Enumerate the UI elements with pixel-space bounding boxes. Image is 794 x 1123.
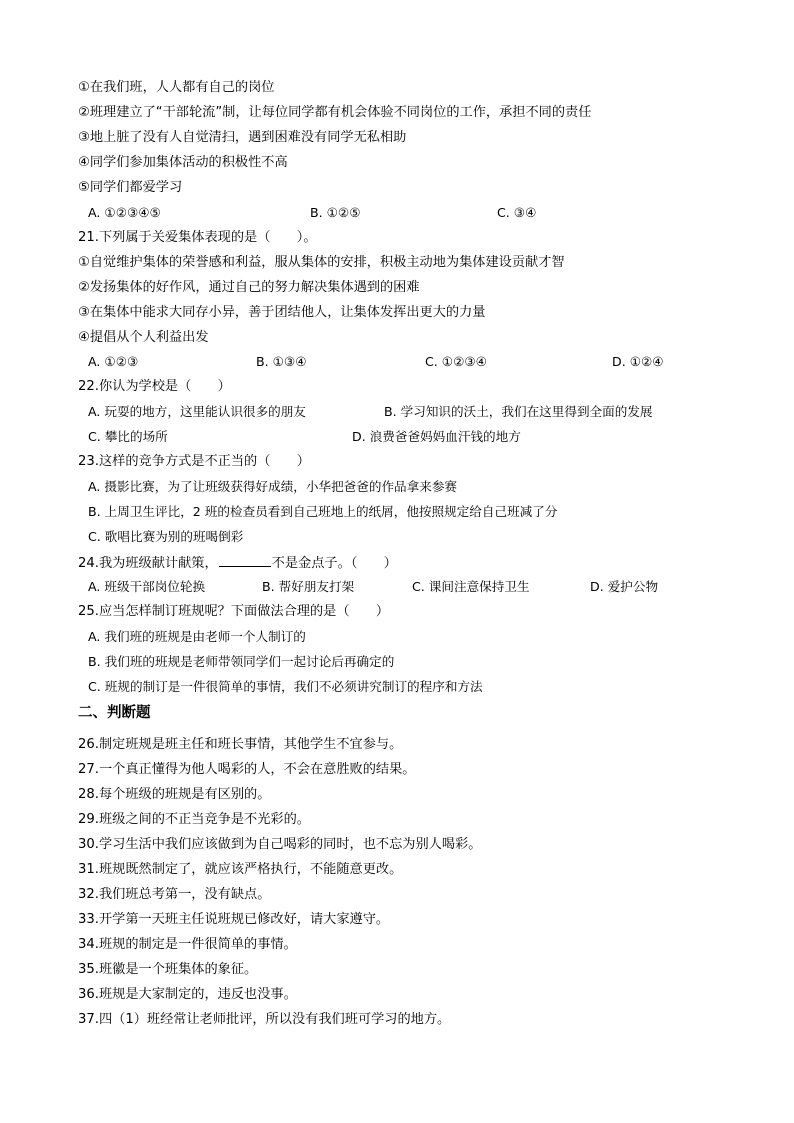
judgment-item-27: 27.一个真正懂得为他人喝彩的人，不会在意胜败的结果。: [78, 762, 416, 777]
q20-statement-5: ⑤同学们都爱学习: [78, 180, 183, 195]
q22-option-d[interactable]: D. 浪费爸爸妈妈血汗钱的地方: [352, 429, 521, 444]
q22-option-a[interactable]: A. 玩耍的地方，这里能认识很多的朋友: [88, 404, 306, 419]
q21-option-a[interactable]: A. ①②③: [88, 354, 139, 369]
q22-option-b[interactable]: B. 学习知识的沃土，我们在这里得到全面的发展: [384, 404, 653, 419]
q20-statement-3: ③地上脏了没有人自觉清扫，遇到困难没有同学无私相助: [78, 130, 407, 145]
q20-statement-2: ②班理建立了“干部轮流”制，让每位同学都有机会体验不同岗位的工作，承担不同的责任: [78, 105, 592, 120]
q21-statement-2: ②发扬集体的好作风，通过自己的努力解决集体遇到的困难: [78, 280, 420, 295]
q20-option-a[interactable]: A. ①②③④⑤: [88, 205, 161, 220]
q21-stem: 21.下列属于关爱集体表现的是（ ）。: [78, 230, 317, 245]
q23-option-b[interactable]: B. 上周卫生评比，2 班的检查员看到自己班地上的纸屑，他按照规定给自己班减了分: [88, 504, 558, 519]
q23-option-a[interactable]: A. 摄影比赛，为了让班级获得好成绩，小华把爸爸的作品拿来参赛: [88, 479, 458, 494]
q22-stem: 22.你认为学校是（ ）: [78, 379, 231, 394]
q21-statement-1: ①自觉维护集体的荣誉感和利益，服从集体的安排，积极主动地为集体建设贡献才智: [78, 255, 565, 270]
judgment-item-29: 29.班级之间的不正当竞争是不光彩的。: [78, 812, 310, 827]
judgment-item-30: 30.学习生活中我们应该做到为自己喝彩的同时，也不忘为别人喝彩。: [78, 837, 482, 852]
q20-statement-1: ①在我们班，人人都有自己的岗位: [78, 80, 275, 95]
judgment-item-36: 36.班规是大家制定的，违反也没事。: [78, 987, 297, 1002]
q24-stem: [78, 553, 397, 573]
q25-stem: 25.应当怎样制订班规呢？下面做法合理的是（ ）: [78, 604, 390, 619]
judgment-item-31: 31.班规既然制定了，就应该严格执行，不能随意更改。: [78, 862, 403, 877]
q23-option-c[interactable]: C. 歌唱比赛为别的班喝倒彩: [88, 529, 244, 544]
q21-option-c[interactable]: C. ①②③④: [425, 354, 487, 369]
q22-option-c[interactable]: C. 攀比的场所: [88, 429, 168, 444]
q24-option-b[interactable]: B. 帮好朋友打架: [262, 579, 355, 594]
section-title-judgment: 二、判断题: [78, 705, 151, 721]
q24-option-c[interactable]: C. 课间注意保持卫生: [412, 579, 530, 594]
q24-option-a[interactable]: A. 班级干部岗位轮换: [88, 579, 206, 594]
q20-option-b[interactable]: B. ①②⑤: [310, 205, 361, 220]
q25-option-b[interactable]: B. 我们班的班规是老师带领同学们一起讨论后再确定的: [88, 654, 395, 669]
judgment-item-34: 34.班规的制定是一件很简单的事情。: [78, 937, 297, 952]
q24-stem-before: 24.我为班级献计献策，: [78, 556, 218, 571]
judgment-item-28: 28.每个班级的班规是有区别的。: [78, 787, 271, 802]
q24-stem-after: 不是金点子。（ ）: [271, 556, 397, 571]
q21-statement-3: ③在集体中能求大同存小异，善于团结他人，让集体发挥出更大的力量: [78, 305, 486, 320]
q21-option-b[interactable]: B. ①③④: [256, 354, 307, 369]
q21-statement-4: ④提倡从个人利益出发: [78, 330, 209, 345]
q24-option-d[interactable]: D. 爱护公物: [590, 579, 659, 594]
q20-option-c[interactable]: C. ③④: [497, 205, 537, 220]
judgment-item-32: 32.我们班总考第一，没有缺点。: [78, 887, 271, 902]
q21-option-d[interactable]: D. ①②④: [612, 354, 664, 369]
q23-stem: 23.这样的竞争方式是不正当的（ ）: [78, 454, 310, 469]
judgment-item-35: 35.班徽是一个班集体的象征。: [78, 962, 258, 977]
q25-option-c[interactable]: C. 班规的制订是一件很简单的事情，我们不必须讲究制订的程序和方法: [88, 679, 483, 694]
judgment-item-26: 26.制定班规是班主任和班长事情，其他学生不宜参与。: [78, 737, 403, 752]
answer-blank[interactable]: [219, 553, 271, 567]
q20-statement-4: ④同学们参加集体活动的积极性不高: [78, 155, 288, 170]
q25-option-a[interactable]: A. 我们班的班规是由老师一个人制订的: [88, 629, 306, 644]
judgment-item-33: 33.开学第一天班主任说班规已修改好，请大家遵守。: [78, 912, 390, 927]
judgment-item-37: 37.四（1）班经常让老师批评，所以没有我们班可学习的地方。: [78, 1012, 451, 1027]
